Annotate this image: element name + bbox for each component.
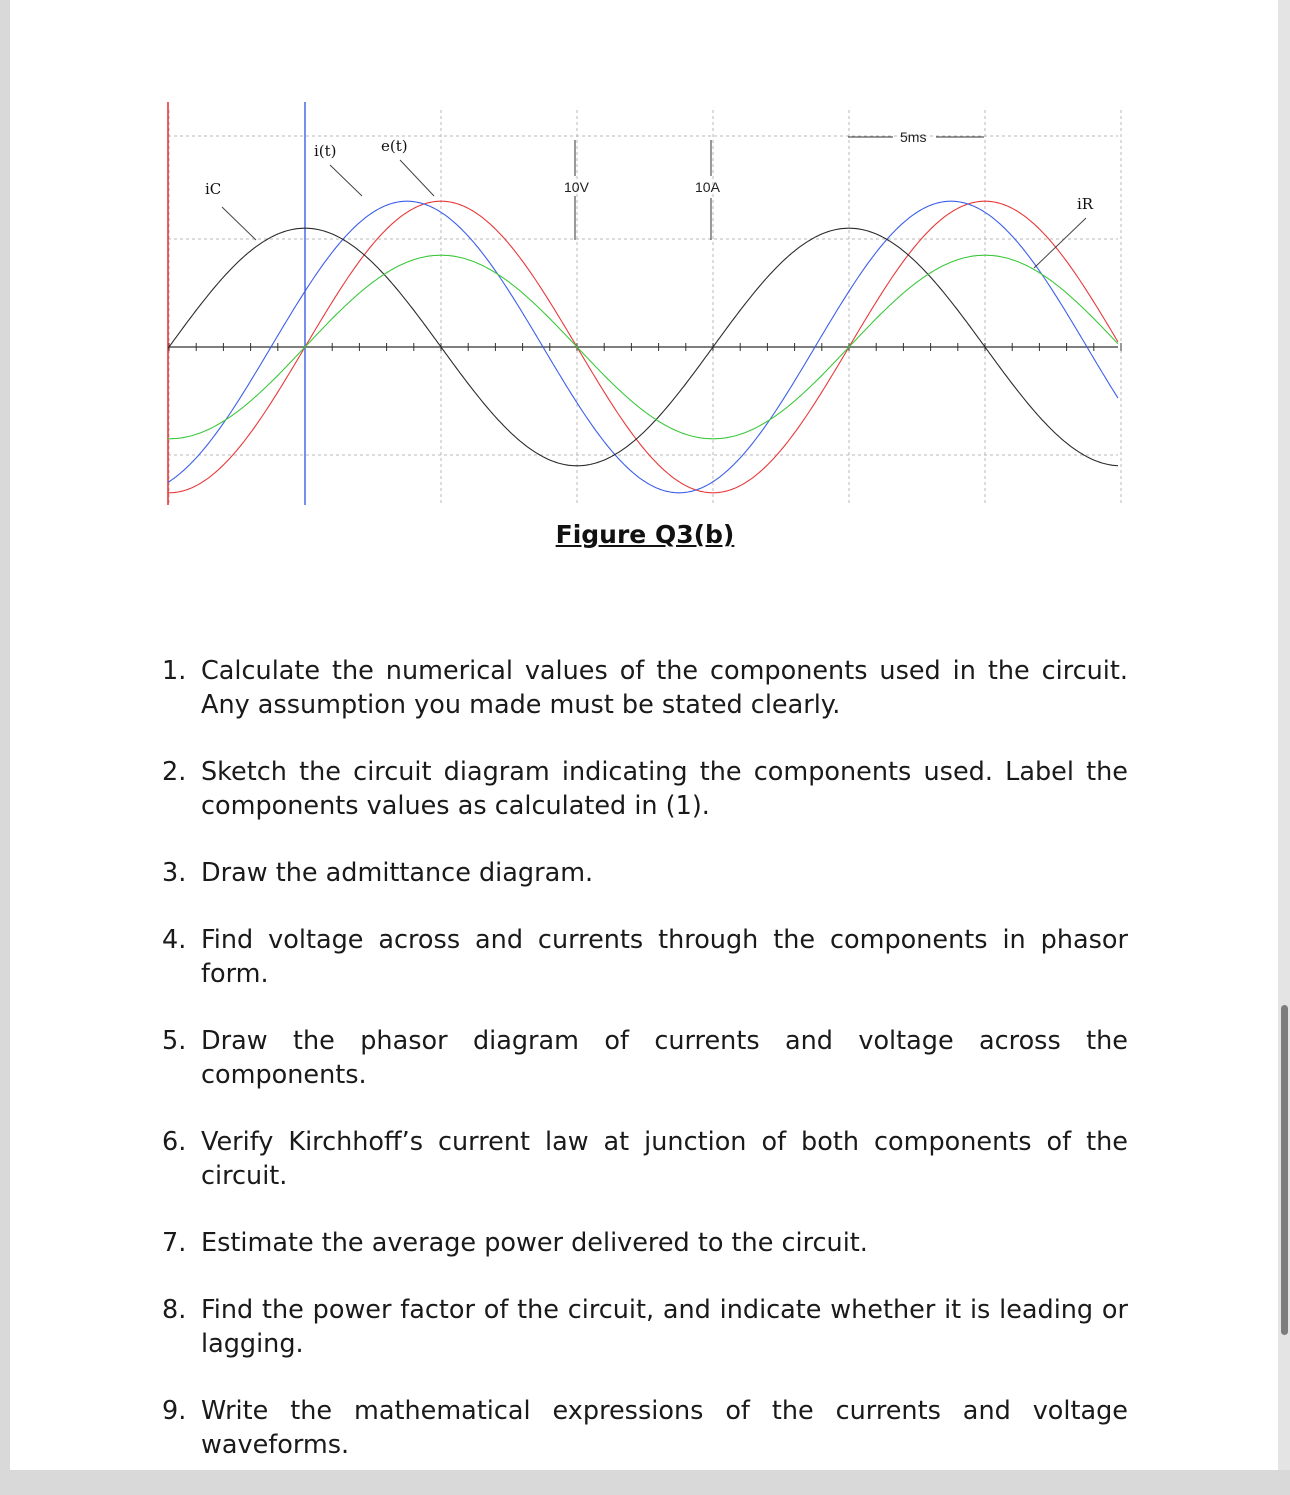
question-text: Verify Kirchhoff’s current law at junction of both components of the circuit. — [201, 1127, 1128, 1191]
question-item — [160, 1226, 1128, 1260]
label-time-scale: 5ms — [900, 129, 927, 145]
question-number: 8. — [162, 1295, 187, 1325]
question-text: Calculate the numerical values of the components used in the circuit. Any assumption you made must be stated clearly. — [201, 656, 1128, 720]
question-number: 1. — [162, 656, 187, 686]
question-item — [160, 923, 1128, 991]
question-number: 6. — [162, 1127, 187, 1157]
question-text: Sketch the circuit diagram indicating the components used. Label the components values as calculated in (1). — [201, 757, 1128, 821]
question-text: Draw the phasor diagram of currents and voltage across the components. — [201, 1026, 1128, 1090]
question-list — [160, 654, 1128, 1495]
question-number: 4. — [162, 925, 187, 955]
label-i-t: i(t) — [314, 142, 337, 160]
it-pointer-arrow — [330, 165, 362, 196]
question-item — [160, 654, 1128, 722]
question-text: Find voltage across and currents through the components in phasor form. — [201, 925, 1128, 989]
et-pointer-arrow — [400, 160, 434, 196]
label-amp-scale: 10A — [695, 179, 720, 195]
question-number: 7. — [162, 1228, 187, 1258]
figure-caption: Figure Q3(b) — [555, 520, 735, 549]
question-text: Write the mathematical expressions of the currents and voltage waveforms. — [201, 1396, 1128, 1460]
question-item — [160, 856, 1128, 890]
oscilloscope-figure — [0, 0, 1290, 520]
question-item — [160, 1024, 1128, 1092]
question-number: 3. — [162, 858, 187, 888]
question-item — [160, 1125, 1128, 1193]
question-item — [160, 1293, 1128, 1361]
label-i-r: iR — [1077, 195, 1094, 213]
question-number: 5. — [162, 1026, 187, 1056]
question-number: 2. — [162, 757, 187, 787]
question-text: Find the power factor of the circuit, and indicate whether it is leading or lagging. — [201, 1295, 1128, 1359]
scrollbar-thumb[interactable] — [1281, 1005, 1288, 1335]
label-i-c: iC — [205, 180, 222, 198]
label-volt-scale: 10V — [564, 179, 589, 195]
label-e-t: e(t) — [381, 137, 408, 155]
question-item — [160, 1394, 1128, 1462]
ic-pointer-arrow — [222, 207, 256, 240]
scope-annotations — [205, 129, 1094, 268]
question-number: 9. — [162, 1396, 187, 1426]
question-item — [160, 755, 1128, 823]
ir-pointer-arrow — [1034, 218, 1086, 268]
question-text: Draw the admittance diagram. — [201, 858, 594, 888]
question-text: Estimate the average power delivered to the circuit. — [201, 1228, 868, 1258]
scope-grid — [168, 102, 1121, 505]
